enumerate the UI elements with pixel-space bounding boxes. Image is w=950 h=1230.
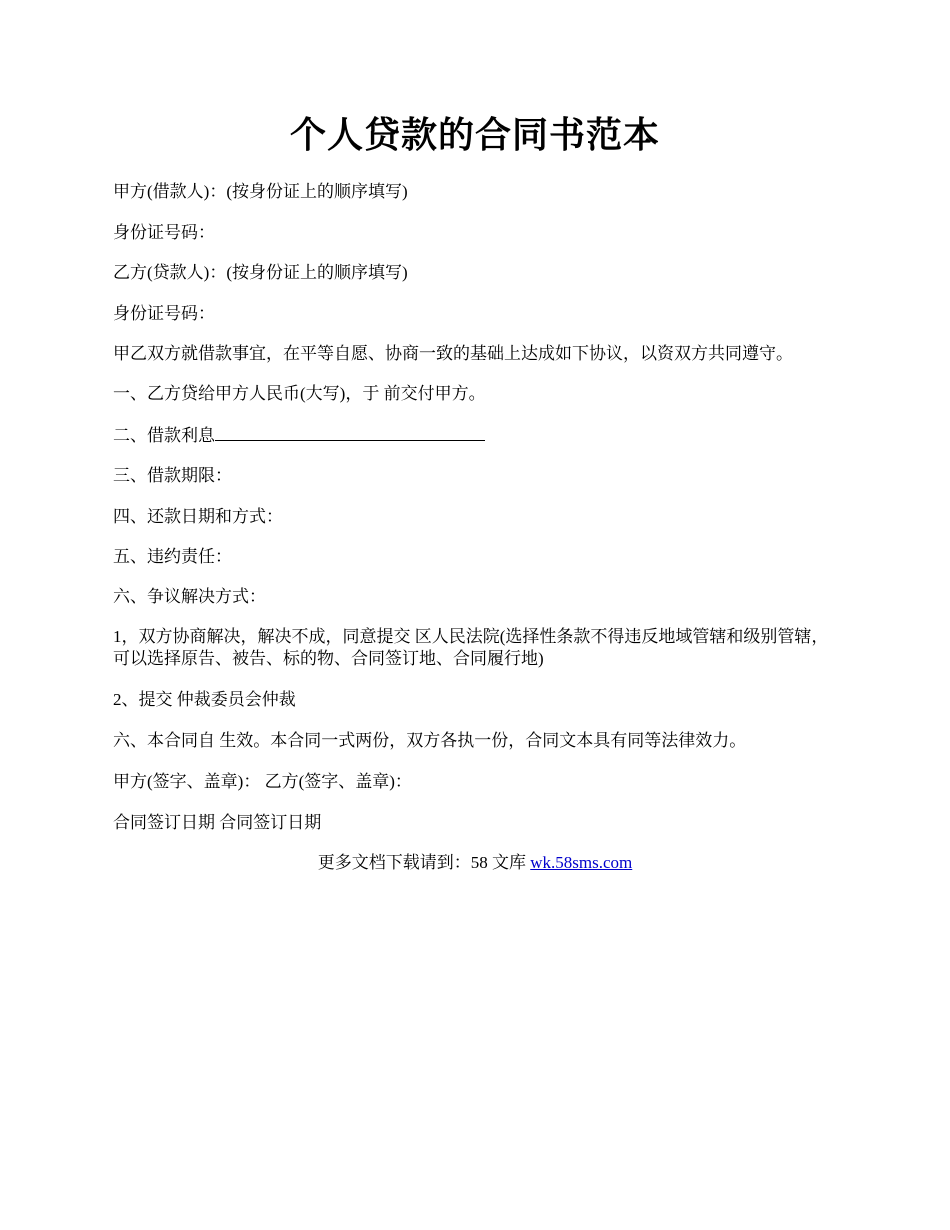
effect-clause: 六、本合同自 生效。本合同一式两份，双方各执一份，合同文本具有同等法律效力。	[113, 731, 747, 750]
document-title: 个人贷款的合同书范本	[289, 115, 660, 155]
agreement-intro: 甲乙双方就借款事宜，在平等自愿、协商一致的基础上达成如下协议，以资双方共同遵守。	[113, 344, 793, 363]
dispute-option-2: 2、提交 仲裁委员会仲裁	[113, 690, 296, 709]
signature-line: 甲方(签字、盖章)： 乙方(签字、盖章)：	[113, 772, 412, 791]
clause-2	[113, 424, 853, 447]
borrower-line: 甲方(借款人)：(按身份证上的顺序填写)	[113, 182, 408, 201]
signing-date-line: 合同签订日期 合同签订日期	[113, 813, 322, 832]
lender-id-line: 身份证号码：	[113, 304, 215, 323]
footer-link[interactable]: wk.58sms.com	[530, 853, 633, 872]
lender-line: 乙方(贷款人)：(按身份证上的顺序填写)	[113, 263, 408, 282]
clause-2-label: 二、借款利息	[113, 426, 215, 445]
footer	[0, 852, 950, 874]
clause-4: 四、还款日期和方式：	[113, 507, 283, 526]
clause-1: 一、乙方贷给甲方人民币(大写)，于 前交付甲方。	[113, 384, 486, 403]
footer-text: 更多文档下载请到：58 文库	[317, 853, 531, 872]
interest-blank	[215, 424, 485, 441]
dispute-option-1: 1，双方协商解决，解决不成，同意提交 区人民法院(选择性条款不得违反地域管辖和级别管辖，可以选择原告、被告、标的物、合同签订地、合同履行地)	[113, 627, 829, 668]
clause-5: 五、违约责任：	[113, 547, 232, 566]
borrower-id-line: 身份证号码：	[113, 223, 215, 242]
clause-3: 三、借款期限：	[113, 466, 232, 485]
clause-6: 六、争议解决方式：	[113, 587, 266, 606]
